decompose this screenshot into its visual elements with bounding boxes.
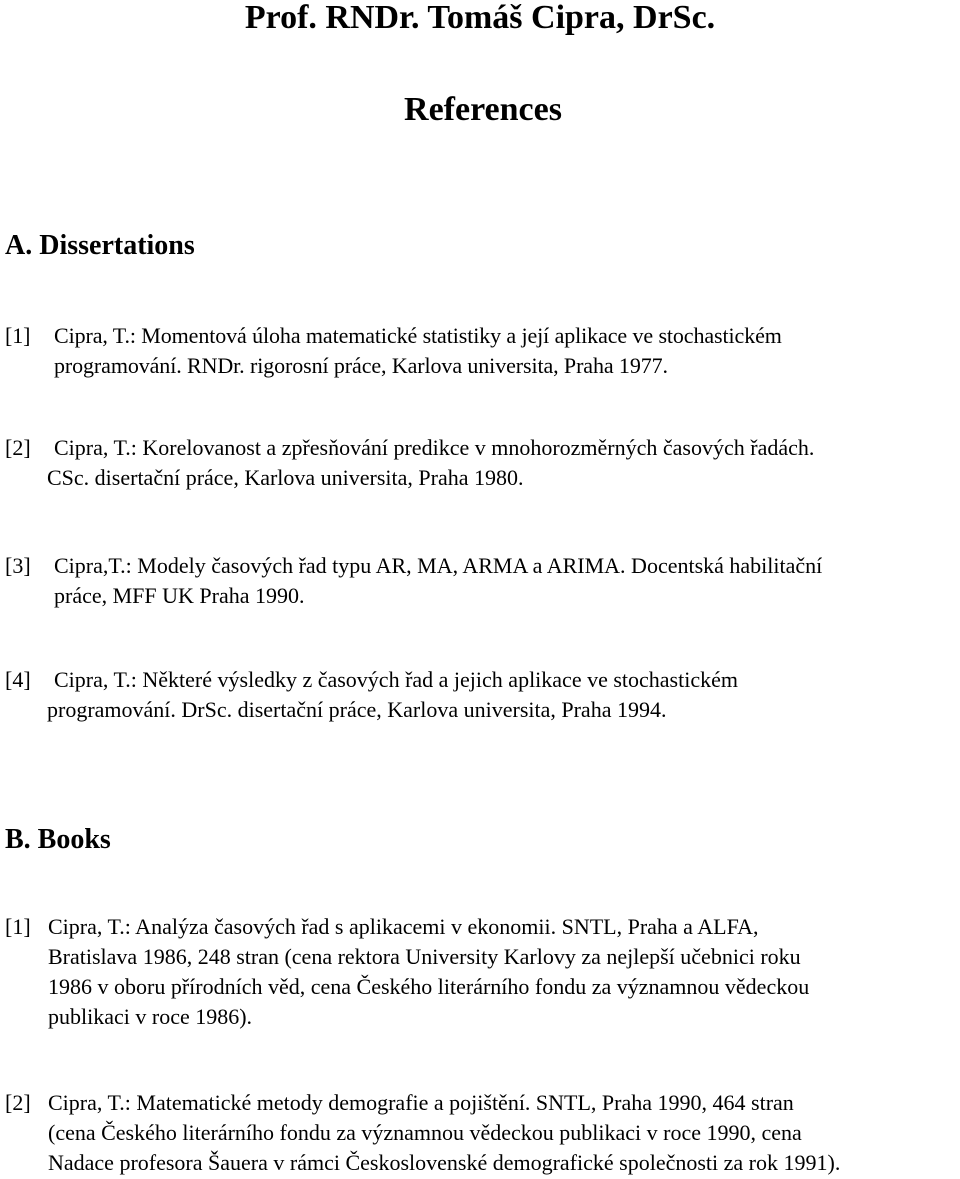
entry-text-line: 1986 v oboru přírodních věd, cena Českého literárního fondu za významnou vědeckou (48, 974, 810, 999)
dissertation-entry-2 (5, 433, 814, 493)
dissertation-entry-1 (5, 321, 782, 381)
page-title: Prof. RNDr. Tomáš Cipra, DrSc. (244, 0, 716, 36)
dissertation-entry-4 (5, 665, 738, 725)
entry-number: [1] (5, 323, 31, 348)
dissertation-entry-3 (5, 551, 822, 611)
entry-text-line: Cipra, T.: Matematické metody demografie a pojištění. SNTL, Praha 1990, 464 stran (48, 1090, 794, 1115)
entry-text-line: Cipra, T.: Momentová úloha matematické statistiky a její aplikace ve stochastickém (54, 323, 782, 348)
entry-text-line: Cipra, T.: Některé výsledky z časových řad a jejich aplikace ve stochastickém (54, 667, 738, 692)
book-entry-2 (5, 1088, 840, 1178)
section-heading-dissertations: A. Dissertations (5, 230, 195, 261)
entry-number: [2] (5, 435, 31, 460)
entry-text-line: (cena Českého literárního fondu za významnou vědeckou publikaci v roce 1990, cena (48, 1120, 802, 1145)
entry-number: [3] (5, 553, 31, 578)
entry-text-line: programování. RNDr. rigorosní práce, Karlova universita, Praha 1977. (54, 353, 668, 378)
entry-text-line: CSc. disertační práce, Karlova universita, Praha 1980. (47, 465, 524, 490)
entry-text-line: Cipra, T.: Analýza časových řad s aplikacemi v ekonomii. SNTL, Praha a ALFA, (48, 914, 759, 939)
entry-text-line: práce, MFF UK Praha 1990. (54, 583, 305, 608)
entry-text-line: Nadace profesora Šauera v rámci Československé demografické společnosti za rok 1991). (48, 1150, 841, 1175)
section-heading-books: B. Books (5, 824, 111, 855)
entry-text-line: Cipra,T.: Modely časových řad typu AR, MA, ARMA a ARIMA. Docentská habilitační (54, 553, 823, 578)
entry-text-line: Bratislava 1986, 248 stran (cena rektora University Karlovy za nejlepší učebnici roku (48, 944, 801, 969)
entry-text-line: publikaci v roce 1986). (48, 1004, 253, 1029)
references-heading: References (404, 91, 562, 128)
entry-number: [4] (5, 667, 31, 692)
book-entry-1 (5, 912, 809, 1032)
entry-number: [1] (5, 914, 31, 939)
entry-text-line: Cipra, T.: Korelovanost a zpřesňování predikce v mnohorozměrných časových řadách. (54, 435, 815, 460)
entry-number: [2] (5, 1090, 31, 1115)
entry-text-line: programování. DrSc. disertační práce, Karlova universita, Praha 1994. (47, 697, 667, 722)
